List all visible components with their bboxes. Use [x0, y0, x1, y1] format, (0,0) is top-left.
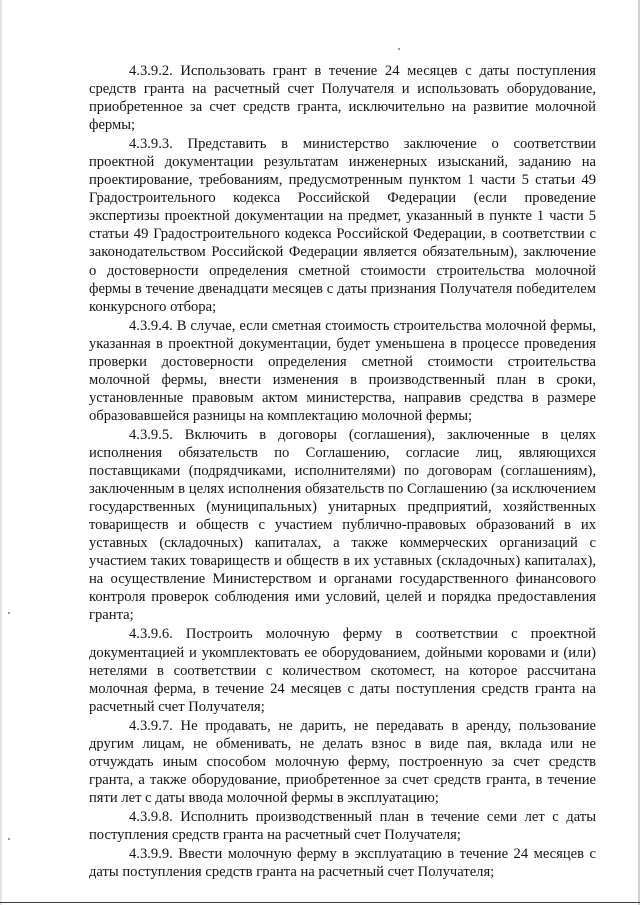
scan-bottom-edge [0, 902, 640, 903]
clause-4-3-9-8: 4.3.9.8. Исполнить производственный план в течение семи лет с даты поступления средств гранта на расчетный счет Получателя; [89, 808, 596, 843]
clause-4-3-9-3: 4.3.9.3. Представить в министерство заключение о соответствии проектной документации результатам инженерных изысканий, заданию на проектирование, требованиям, предусмотренным пунктом 1 части 5 статьи 49 Градостроительного кодекса Российской Федерации (если проведение экспертизы проектной документации на предмет, указанный в пункте 1 части 5 статьи 49 Градостроительного кодекса Российской Федерации, в соответствии с законодательством Российской Федерации является обязательным), заключение о достоверности определения сметной стоимости строительства молочной фермы в течение двенадцати месяцев с даты признания Получателя победителем конкурсного отбора; [89, 136, 596, 315]
document-body [89, 62, 596, 882]
scan-speck [8, 612, 10, 614]
scan-speck [398, 48, 400, 50]
scan-left-edge [0, 0, 2, 905]
clause-4-3-9-6: 4.3.9.6. Построить молочную ферму в соответствии с проектной документацией и укомплектовать ее оборудованием, дойными коровами и (или) нетелями в соответствии с количеством скотомест, на которое рассчитана молочная ферма, в течение 24 месяцев с даты поступления средств гранта на расчетный счет Получателя; [89, 626, 596, 715]
clause-4-3-9-2: 4.3.9.2. Использовать грант в течение 24 месяцев с даты поступления средств гранта на расчетный счет Получателя и использовать оборудование, приобретенное за счет средств гранта, исключительно на развитие молочной фермы; [89, 63, 596, 134]
clause-4-3-9-4: 4.3.9.4. В случае, если сметная стоимость строительства молочной фермы, указанная в проектной документации, будет уменьшена в процессе проведения проверки достоверности определения сметной стоимости строительства молочной фермы, внести изменения в производственный план в сроки, установленные правовым актом министерства, направив средства в размере образовавшейся разницы на комплектацию молочной фермы; [89, 317, 596, 424]
scan-speck [8, 838, 10, 840]
clause-4-3-9-5: 4.3.9.5. Включить в договоры (соглашения), заключенные в целях исполнения обязательств по Соглашению, согласие лиц, являющихся поставщиками (подрядчиками, исполнителями) по договорам (соглашениям), заключенным в целях исполнения обязательств по Соглашению (за исключением государственных (муниципальных) унитарных предприятий, хозяйственных товариществ и обществ с участием публично-правовых образований в их уставных (складочных) капиталах, а также коммерческих организаций с участием таких товариществ и обществ в их уставных (складочных) капиталах), на осуществление Министерством и органами государственного финансового контроля проверок соблюдения ими условий, целей и порядка предоставления гранта; [89, 426, 596, 624]
clause-4-3-9-7: 4.3.9.7. Не продавать, не дарить, не передавать в аренду, пользование другим лицам, не обменивать, не делать взнос в виде пая, вклада или не отчуждать иным способом молочную ферму, построенную за счет средств гранта, а также оборудование, приобретенное за счет средств гранта, в течение пяти лет с даты ввода молочной фермы в эксплуатацию; [89, 717, 596, 806]
clause-4-3-9-9: 4.3.9.9. Ввести молочную ферму в эксплуатацию в течение 24 месяцев с даты поступления средств гранта на расчетный счет Получателя; [89, 846, 596, 881]
